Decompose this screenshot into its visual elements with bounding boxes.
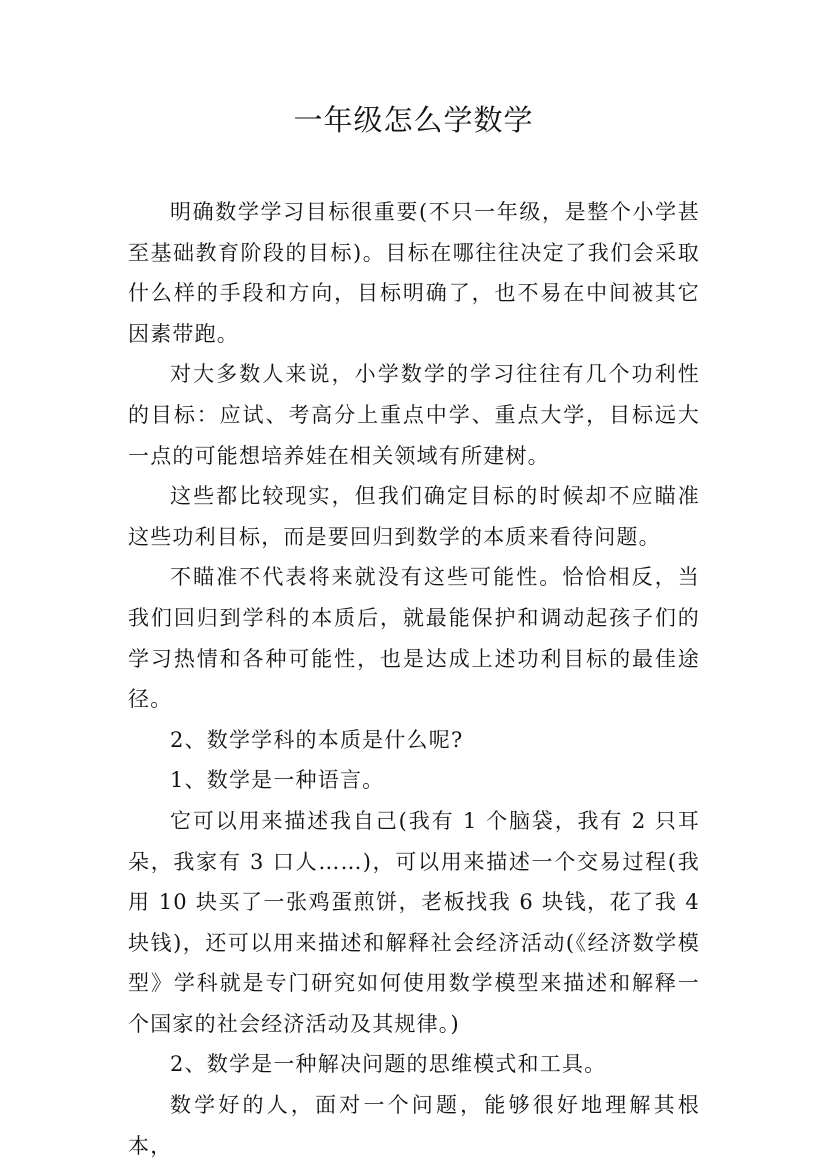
paragraph-good-at-math: 数学好的人，面对一个问题，能够很好地理解其根本， xyxy=(128,1093,700,1158)
paragraph-utilitarian-goals: 对大多数人来说，小学数学的学习往往有几个功利性的目标：应试、考高分上重点中学、重点大学，目标远大一点的可能想培养娃在相关领域有所建树。 xyxy=(128,362,700,468)
paragraph-learning-goals: 明确数学学习目标很重要(不只一年级，是整个小学甚至基础教育阶段的目标)。目标在哪往往决定了我们会采取什么样的手段和方向，目标明确了，也不易在中间被其它因素带跑。 xyxy=(128,200,700,346)
section-heading-essence: 2、数学学科的本质是什么呢? xyxy=(170,727,464,752)
paragraph-possibilities: 不瞄准不代表将来就没有这些可能性。恰恰相反，当我们回归到学科的本质后，就最能保护和调动起孩子们的学习热情和各种可能性，也是达成上述功利目标的最佳途径。 xyxy=(128,565,700,712)
section-heading-language: 1、数学是一种语言。 xyxy=(170,768,385,793)
section-heading-thinking-tool: 2、数学是一种解决问题的思维模式和工具。 xyxy=(170,1052,607,1077)
document-body xyxy=(128,192,700,1166)
paragraph-return-to-essence: 这些都比较现实，但我们确定目标的时候却不应瞄准这些功利目标，而是要回归到数学的本质来看待问题。 xyxy=(128,484,700,549)
document-title: 一年级怎么学数学 xyxy=(293,103,534,137)
paragraph-language-examples: 它可以用来描述我自己(我有 1 个脑袋，我有 2 只耳朵，我家有 3 口人……)，可以用来描述一个交易过程(我用 10 块买了一张鸡蛋煎饼，老板找我 6 块钱，花了我 4 块钱)，还可以用来描述和解释社会经济活动(《经济数学模型》学科就是专门研究如何使用数学模型来描述和解释一个国家的社会经济活动及其规律。) xyxy=(128,808,700,1036)
